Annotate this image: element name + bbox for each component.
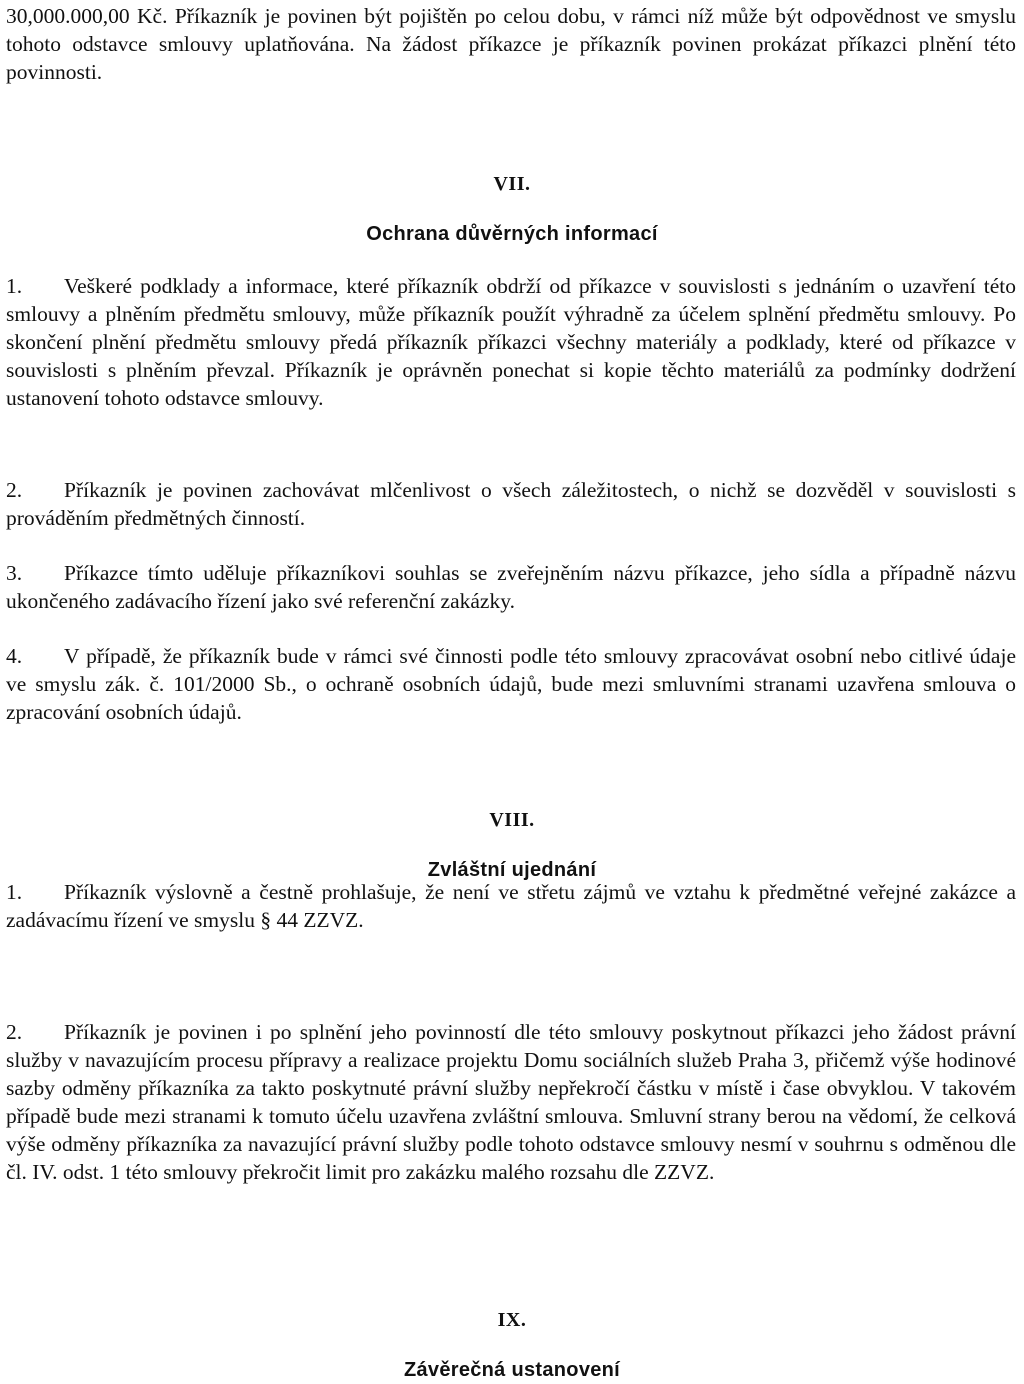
- paragraph-text: V případě, že příkazník bude v rámci své činnosti podle této smlouvy zpracovávat osobní nebo citlivé údaje ve smyslu zák. č. 101/2000 Sb., o ochraně osobních údajů, bude mezi smluvními stranami uzavřena smlouva o zpracování osobních údajů.: [6, 644, 1016, 724]
- section-7-paragraph-3: [6, 559, 1016, 615]
- paragraph-number: 2.: [6, 1020, 23, 1044]
- section-8-number: VIII.: [489, 809, 535, 831]
- section-7-number: VII.: [493, 173, 531, 195]
- paragraph-text: Příkazce tímto uděluje příkazníkovi souhlas se zveřejněním názvu příkazce, jeho sídla a případně názvu ukončeného zadávacího řízení jako své referenční zakázky.: [6, 561, 1016, 613]
- section-7-paragraph-2: [6, 476, 1016, 532]
- section-8-paragraph-1: [6, 878, 1016, 934]
- paragraph-text: Příkazník je povinen zachovávat mlčenlivost o všech záležitostech, o nichž se dozvěděl v souvislosti s prováděním předmětných činností.: [6, 478, 1016, 530]
- paragraph-number: 1.: [6, 274, 23, 298]
- section-8-title: Zvláštní ujednání: [427, 859, 597, 881]
- paragraph-number: 3.: [6, 561, 23, 585]
- section-9-title: Závěrečná ustanovení: [403, 1359, 621, 1381]
- section-7-paragraph-4: [6, 642, 1016, 726]
- section-7-paragraph-1: [6, 272, 1016, 412]
- paragraph-number: 2.: [6, 478, 23, 502]
- paragraph-number: 4.: [6, 644, 23, 668]
- section-7-title: Ochrana důvěrných informací: [366, 223, 658, 245]
- intro-paragraph: 30,000.000,00 Kč. Příkazník je povinen být pojištěn po celou dobu, v rámci níž může být odpovědnost ve smyslu tohoto odstavce smlouvy uplatňována. Na žádost příkazce je příkazník povinen prokázat příkazci plnění této povinnosti.: [6, 4, 1016, 84]
- section-9-number: IX.: [497, 1309, 527, 1331]
- section-8-paragraph-2: [6, 1018, 1016, 1186]
- paragraph-text: Příkazník je povinen i po splnění jeho povinností dle této smlouvy poskytnout příkazci jeho žádost právní služby v navazujícím procesu přípravy a realizace projektu Domu sociálních služeb Praha 3, přičemž výše hodinové sazby odměny příkazníka za takto poskytnuté právní služby nepřekročí částku v místě i čase obvyklou. V takovém případě bude mezi stranami k tomuto účelu uzavřena zvláštní smlouva. Smluvní strany berou na vědomí, že celková výše odměny příkazníka za navazující právní služby podle tohoto odstavce smlouvy nesmí v souhrnu s odměnou dle čl. IV. odst. 1 této smlouvy překročit limit pro zakázku malého rozsahu dle ZZVZ.: [6, 1020, 1016, 1184]
- paragraph-text: Příkazník výslovně a čestně prohlašuje, že není ve střetu zájmů ve vztahu k předmětné veřejné zakázce a zadávacímu řízení ve smyslu § 44 ZZVZ.: [6, 880, 1016, 932]
- paragraph-number: 1.: [6, 880, 23, 904]
- paragraph-text: Veškeré podklady a informace, které příkazník obdrží od příkazce v souvislosti s jednáním o uzavření této smlouvy a plněním předmětu smlouvy, může příkazník použít výhradně za účelem splnění předmětu smlouvy. Po skončení plnění předmětu smlouvy předá příkazník příkazci všechny materiály a podklady, které od příkazce v souvislosti s plněním převzal. Příkazník je oprávněn ponechat si kopie těchto materiálů za podmínky dodržení ustanovení tohoto odstavce smlouvy.: [6, 274, 1016, 410]
